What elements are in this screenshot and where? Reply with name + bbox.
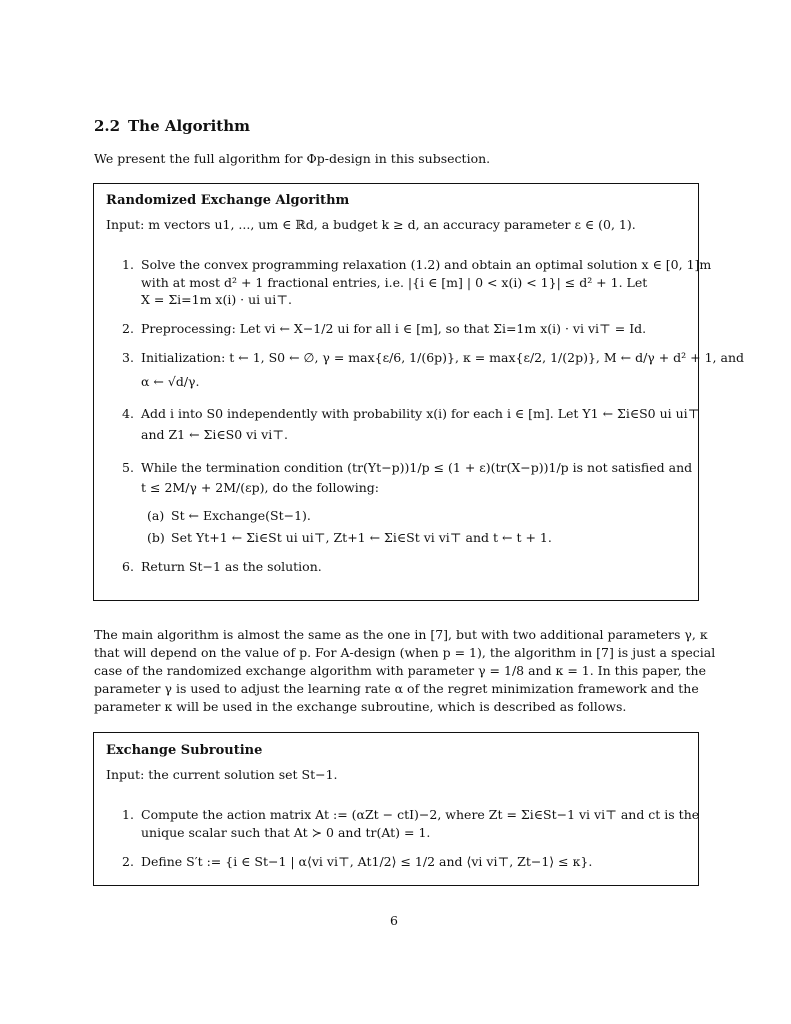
step-5b: Set Yt+1 ← Σi∈St ui ui⊤, Zt+1 ← Σi∈St vi vi⊤ and t ← t + 1. [171,530,552,545]
step-number: 5. [122,460,134,475]
step-5-line-1: While the termination condition (tr(Yt−p))1/p ≤ (1 + ε)(tr(X−p))1/p is not satisfied and [141,460,693,475]
algorithm-title: Randomized Exchange Algorithm [106,193,350,208]
substep-label: (a) [147,508,165,523]
exchange-step-2: Define S′t := {i ∈ St−1 | α⟨vi vi⊤, At1/2⟩ ≤ 1/2 and ⟨vi vi⊤, Zt−1⟩ ≤ κ}. [141,854,593,869]
step-4-line-2: and Z1 ← Σi∈S0 vi vi⊤. [141,427,288,442]
step-2-line-1: Preprocessing: Let vi ← X−1/2 ui for all i ∈ [m], so that Σi=1m x(i) · vi vi⊤ = Id. [141,321,647,336]
intro-text: We present the full algorithm for Φp-design in this subsection. [94,151,491,166]
step-4-line-1: Add i into S0 independently with probability x(i) for each i ∈ [m]. Let Y1 ← Σi∈S0 ui ui⊤ [141,406,700,421]
step-number: 2. [122,854,134,869]
step-number: 2. [122,321,134,336]
exchange-step-1-line-2: unique scalar such that At ≻ 0 and tr(At) = 1. [141,825,431,840]
paragraph-line: The main algorithm is almost the same as the one in [7], but with two additional parameters γ, κ [94,627,708,642]
step-6: Return St−1 as the solution. [141,559,322,574]
paragraph-line: case of the randomized exchange algorithm with parameter γ = 1/8 and κ = 1. In this paper, the [94,663,706,678]
substep-label: (b) [147,530,165,545]
step-1-line-3: X = Σi=1m x(i) · ui ui⊤. [141,292,292,307]
paragraph-line: that will depend on the value of p. For A-design (when p = 1), the algorithm in [7] is just a special [94,645,716,660]
step-3-line-2: α ← √d/γ. [141,374,200,389]
paragraph-line: parameter γ is used to adjust the learning rate α of the regret minimization framework and the [94,681,699,696]
step-5a: St ← Exchange(St−1). [171,508,311,523]
algorithm-input: Input: m vectors u1, ..., um ∈ ℝd, a budget k ≥ d, an accuracy parameter ε ∈ (0, 1). [106,217,636,232]
step-3-line-1: Initialization: t ← 1, S0 ← ∅, γ = max{ε/6, 1/(6p)}, κ = max{ε/2, 1/(2p)}, M ← d/γ + d² + 1, and [141,350,745,365]
step-number: 4. [122,406,134,421]
section-title: The Algorithm [128,117,250,135]
step-5-line-2: t ≤ 2M/γ + 2M/(εp), do the following: [141,480,380,495]
exchange-step-1-line-1: Compute the action matrix At := (αZt − ctI)−2, where Zt = Σi∈St−1 vi vi⊤ and ct is the [141,807,700,822]
section-heading [94,117,250,135]
algorithm-box [93,183,745,601]
paragraph-line: parameter κ will be used in the exchange subroutine, which is described as follows. [94,699,627,714]
step-number: 1. [122,257,134,272]
step-1-line-1: Solve the convex programming relaxation (1.2) and obtain an optimal solution x ∈ [0, 1]m [141,257,712,272]
page-number: 6 [390,913,398,928]
step-number: 6. [122,559,134,574]
step-number: 1. [122,807,134,822]
step-1-line-2: with at most d² + 1 fractional entries, i.e. |{i ∈ [m] | 0 < x(i) < 1}| ≤ d² + 1. Let [141,275,648,290]
exchange-title: Exchange Subroutine [106,743,263,758]
exchange-input: Input: the current solution set St−1. [106,767,338,782]
section-number: 2.2 [94,117,121,135]
step-number: 3. [122,350,134,365]
exchange-box [93,732,699,886]
